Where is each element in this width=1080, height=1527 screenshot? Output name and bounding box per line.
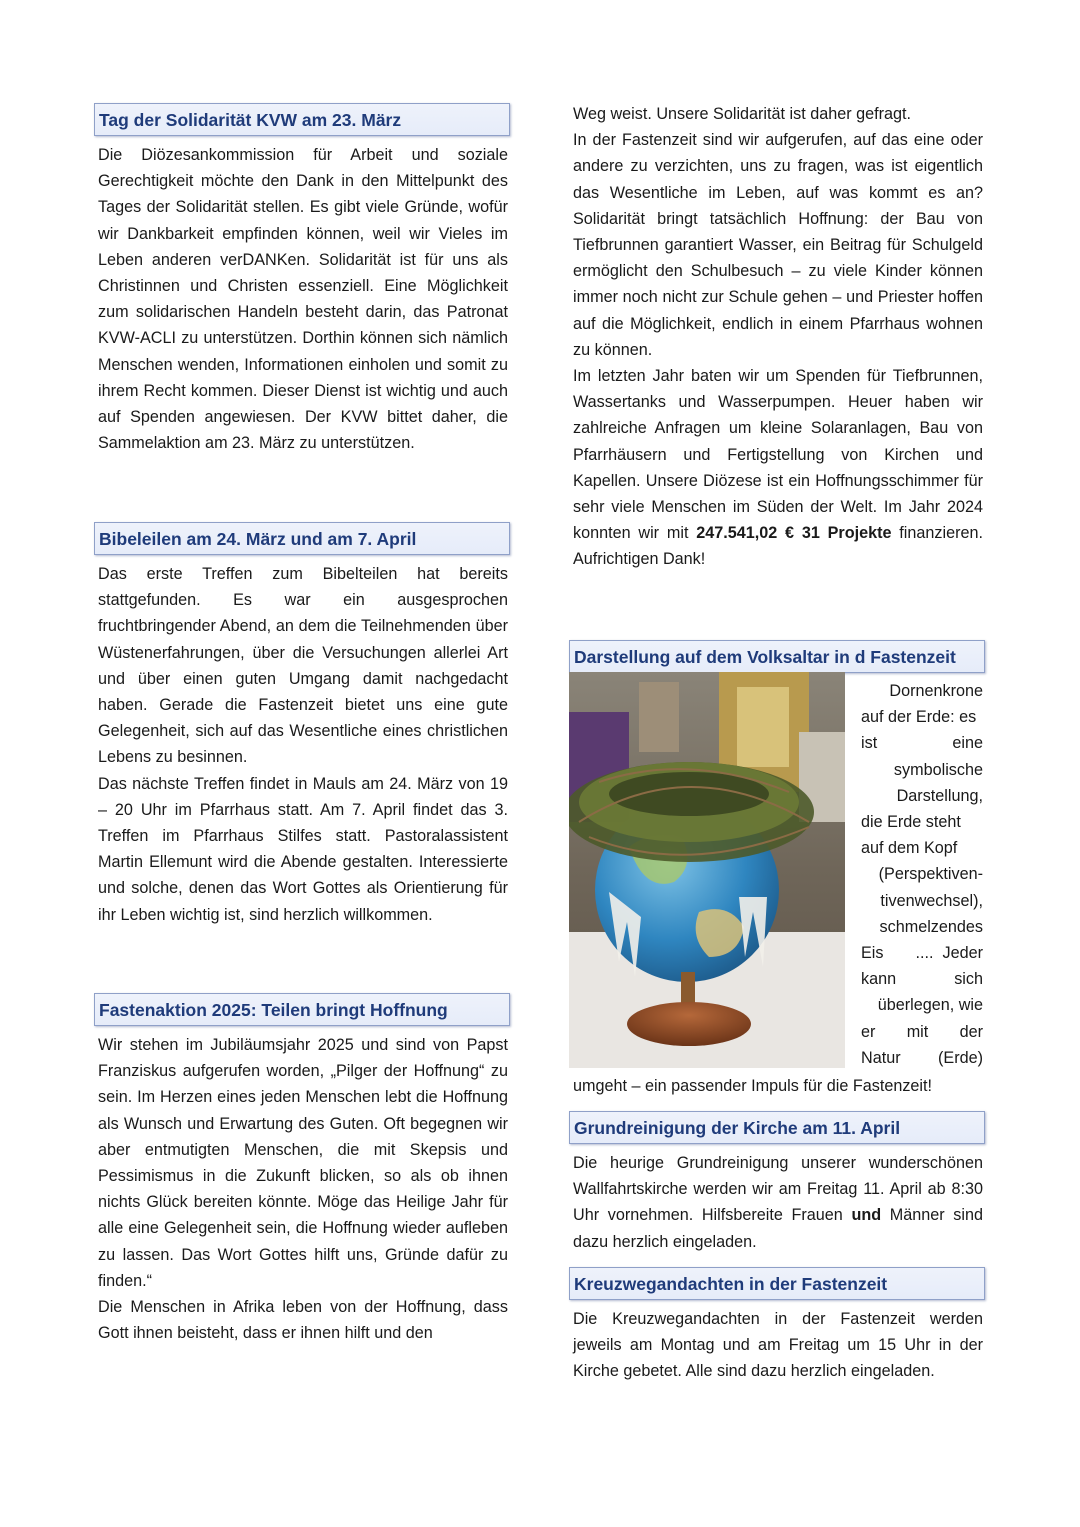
- text-run: Im letzten Jahr baten wir um Spenden für Tiefbrunnen, Wassertanks und Wasserpumpen. Heuer haben wir zahlreiche Anfragen um kleine Solaranlagen, Bau von Pfarrhäusern und Fertigstellung von Kirchen und Kapellen. Unsere Diözese ist ein Hoffnungsschimmer für sehr viele Menschen im Süden der Welt. Im Jahr 2024 konnten wir mit: [573, 367, 983, 543]
- caption-word: der: [959, 1022, 983, 1041]
- heading-bibelteilen: Bibeleilen am 24. März und am 7. April: [94, 522, 510, 555]
- altar-photo: [569, 672, 845, 1068]
- caption-line: tivenwechsel),: [880, 891, 983, 910]
- caption-line: auf der Erde: es: [861, 708, 977, 727]
- caption-line: überlegen, wie: [877, 996, 983, 1015]
- caption-line: schmelzendes: [879, 917, 983, 936]
- caption-line: [861, 1045, 983, 1071]
- caption-line: [861, 730, 983, 756]
- caption-word: eine: [952, 734, 983, 753]
- paragraph-text: [573, 363, 983, 573]
- caption-word: .... Jeder: [915, 944, 983, 963]
- caption-word: sich: [954, 970, 983, 989]
- paragraph-grundreinigung: [573, 1150, 983, 1255]
- caption-word: Natur: [861, 1048, 901, 1067]
- paragraph-text: Die Diözesankommission für Arbeit und soziale Gerechtigkeit möchte den Dank in den Mittelpunkt des Tages der Solidarität stellen. Es gibt viele Gründe, wofür wir Dankbarkeit empfinden können, weil wir Vieles im Leben anderen verDANKen. Solidarität ist für uns als Christinnen und Christen essenziell. Eine Möglichkeit zum solidarischen Handeln besteht darin, das Patronat KVW-ACLI zu unterstützen. Dorthin können sich nämlich Menschen wenden, Informationen einholen und somit zu ihrem Recht kommen. Dieser Dienst ist wichtig und auch auf Spenden angewiesen. Der KVW bittet daher, die Sammelaktion am 23. März zu unterstützen.: [98, 146, 508, 453]
- caption-word: er: [861, 1022, 876, 1041]
- heading-solidaritaet: Tag der Solidarität KVW am 23. März: [94, 103, 510, 136]
- emphasis-und: und: [851, 1206, 882, 1225]
- paragraph-text: Weg weist. Unsere Solidarität ist daher gefragt.: [573, 105, 912, 123]
- paragraph-text: Die Kreuzwegandachten in der Fastenzeit werden jeweils am Montag und am Freitag um 15 Uhr in der Kirche gebetet. Alle sind dazu herzlich eingeladen.: [573, 1310, 983, 1381]
- paragraph-text: Wir stehen im Jubiläumsjahr 2025 und sind von Papst Franziskus aufgerufen worden, „Pilger der Hoffnung“ zu sein. Im Herzen eines jeden Menschen lebt die Hoffnung als Wunsch und Erwartung des Guten. Oft begegnen wir aber entmutigten Menschen, die mit Skepsis und Pessimismus in die Zukunft blicken, so als ob ihnen nichts Glück bereiten könnte. Möge das Heilige Jahr für alle eine Gelegenheit sein, die Hoffnung wieder aufleben zu lassen. Das Wort Gottes hilft uns, Gründe dafür zu finden.“: [98, 1036, 508, 1290]
- paragraph-bibelteilen: [98, 561, 508, 928]
- caption-word: mit: [906, 1022, 929, 1041]
- caption-line: [861, 1019, 983, 1045]
- heading-grundreinigung: Grundreinigung der Kirche am 11. April: [569, 1111, 985, 1144]
- paragraph-text: Die Menschen in Afrika leben von der Hoffnung, dass Gott ihnen beisteht, dass er ihnen hilft und den: [98, 1298, 508, 1343]
- caption-end: umgeht – ein passender Impuls für die Fastenzeit!: [573, 1077, 933, 1095]
- caption-word: ist: [861, 734, 878, 753]
- caption-word: (Erde): [938, 1048, 983, 1067]
- paragraph-solidaritaet: [98, 142, 508, 456]
- caption-line: die Erde steht: [861, 813, 961, 832]
- donation-amount: 247.541,02 € 31 Projekte: [696, 524, 892, 543]
- heading-fastenaktion: Fastenaktion 2025: Teilen bringt Hoffnung: [94, 993, 510, 1026]
- caption-word: Eis: [861, 944, 884, 963]
- caption-line: symbolische: [893, 760, 983, 779]
- globe-thorn-crown-image: [569, 672, 845, 1068]
- paragraph-kreuzweg: [573, 1306, 983, 1385]
- paragraph-text: Das erste Treffen zum Bibelteilen hat bereits stattgefunden. Es war ein ausgesprochen fruchtbringender Abend, an dem die Teilnehmenden über Wüstenerfahrungen, über die Versuchungen allerlei Art und über einen guten Umgang damit nachgedacht haben. Gerade die Fastenzeit bietet uns eine gute Gelegenheit, sich auf das Wesentliche eines christlichen Lebens zu besinnen.: [98, 565, 508, 767]
- heading-kreuzweg: Kreuzwegandachten in der Fastenzeit: [569, 1267, 985, 1300]
- paragraph-text: [573, 1150, 983, 1255]
- paragraph-text: Das nächste Treffen findet in Mauls am 24. März von 19 – 20 Uhr im Pfarrhaus statt. Am 7. April findet das 3. Treffen im Pfarrhaus Stilfes statt. Pastoralassistent Martin Ellemunt wird die Abende gestalten. Interessierte und solche, denen das Wort Gottes als Orientierung für ihr Leben wichtig ist, sind herzlich willkommen.: [98, 774, 508, 924]
- caption-line: Dornenkrone: [889, 682, 983, 700]
- caption-line: (Perspektiven-: [878, 865, 983, 884]
- caption-line: Darstellung,: [896, 786, 983, 805]
- paragraph-fastenaktion-continued: [573, 101, 983, 573]
- photo-caption-float: [861, 678, 983, 1071]
- caption-line: auf dem Kopf: [861, 839, 958, 858]
- caption-line: [861, 966, 983, 992]
- text-run: Männer sind dazu herzlich eingeladen.: [573, 1206, 983, 1251]
- text-run: Die heurige Grundreinigung unserer wunderschönen Wallfahrtskirche werden wir am Freitag 11. April ab 8:30 Uhr vornehmen. Hilfsbereite Frauen: [573, 1154, 983, 1225]
- caption-line: [861, 940, 983, 966]
- paragraph-fastenaktion: [98, 1032, 508, 1346]
- text-run: finanzieren. Aufrichtigen Dank!: [573, 524, 983, 569]
- paragraph-text: In der Fastenzeit sind wir aufgerufen, auf das eine oder andere zu verzichten, uns zu fragen, was ist eigentlich das Wesentliche im Leben, auf was kommt es an? Solidarität bringt tatsächlich Hoffnung: der Bau von Tiefbrunnen garantiert Wasser, ein Beitrag für Schulgeld ermöglicht den Schulbesuch – zu viele Kinder können immer noch nicht zur Schule gehen – und Priester hoffen auf die Möglichkeit, endlich in einem Pfarrhaus wohnen zu können.: [573, 131, 983, 359]
- heading-volksaltar: Darstellung auf dem Volksaltar in d Fastenzeit: [569, 640, 985, 673]
- caption-word: kann: [861, 970, 897, 989]
